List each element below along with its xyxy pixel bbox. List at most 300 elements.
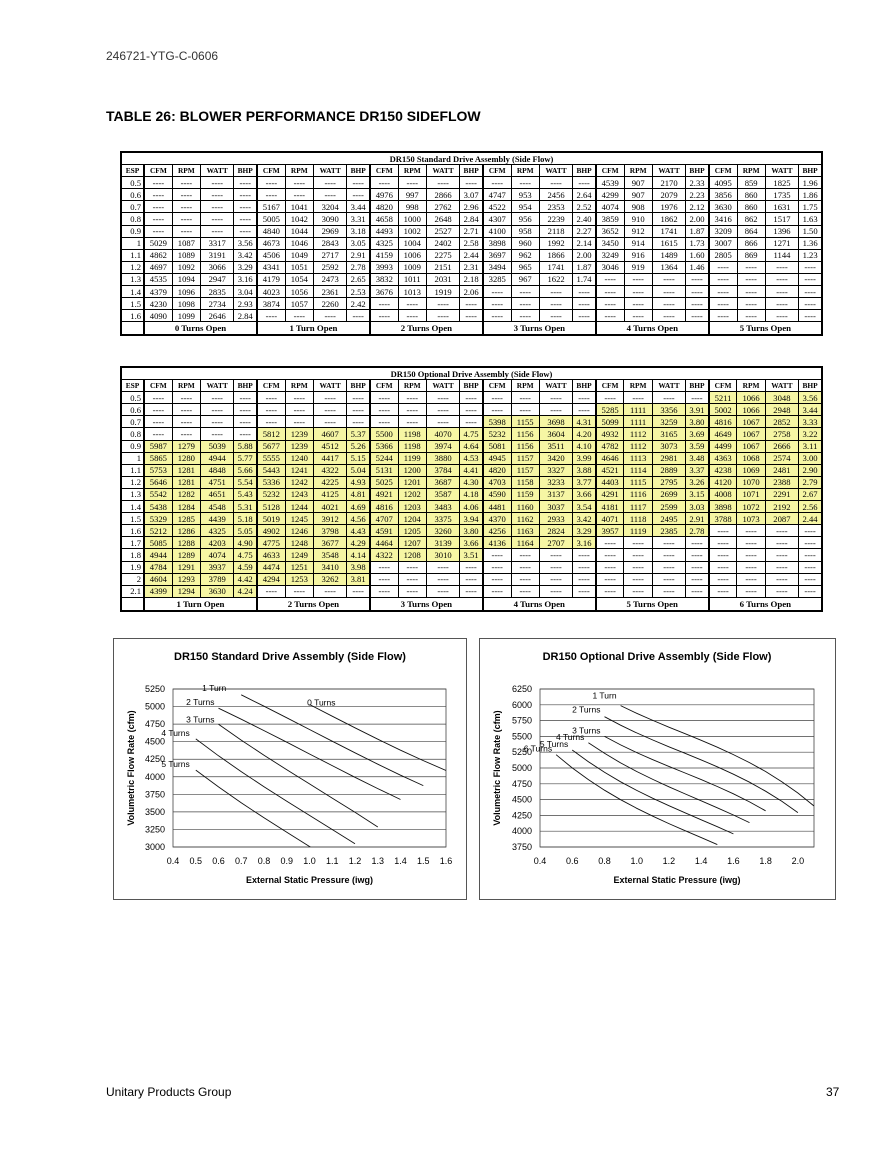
table-cell: 1157 — [511, 464, 539, 476]
column-header: BHP — [573, 380, 596, 392]
table-cell: ---- — [799, 549, 822, 561]
chart-title: DR150 Optional Drive Assembly (Side Flow) — [542, 651, 772, 663]
table-cell: ---- — [483, 549, 511, 561]
y-tick-label: 4500 — [144, 736, 165, 747]
table-cell: 3604 — [539, 428, 572, 440]
table-cell: 3.59 — [686, 440, 709, 452]
x-tick-label: 1.8 — [759, 856, 772, 866]
table-cell: ---- — [460, 298, 483, 310]
table-cell: 1.36 — [799, 237, 822, 249]
table-cell: 1013 — [398, 286, 426, 298]
table-cell: 3233 — [539, 476, 572, 488]
table-cell: 4023 — [257, 286, 285, 298]
table-cell: ---- — [511, 298, 539, 310]
table-cell: 4658 — [370, 213, 398, 225]
table-cell: 5.05 — [234, 525, 257, 537]
table-cell: 1117 — [624, 501, 652, 513]
table-cell: 5646 — [144, 476, 172, 488]
table-cell: 1041 — [285, 201, 313, 213]
table-cell: ---- — [799, 310, 822, 322]
table-cell: 4095 — [709, 177, 737, 189]
y-tick-label: 3500 — [144, 806, 165, 817]
table-cell: 2079 — [652, 189, 685, 201]
table-cell: 1249 — [285, 549, 313, 561]
table-cell: ---- — [765, 585, 798, 597]
table-cell: 1 — [121, 237, 144, 249]
table-cell: 5443 — [257, 464, 285, 476]
table-cell: ---- — [144, 392, 172, 404]
table-cell: ---- — [511, 585, 539, 597]
table-cell: ---- — [799, 573, 822, 585]
table-cell: 862 — [737, 213, 765, 225]
table-cell: 1159 — [511, 488, 539, 500]
table-row — [121, 273, 822, 285]
table-cell: 1992 — [539, 237, 572, 249]
table-cell: ---- — [539, 298, 572, 310]
column-header: BHP — [799, 380, 822, 392]
table-cell: 0.6 — [121, 404, 144, 416]
table-cell: ---- — [285, 189, 313, 201]
x-tick-label: 1.4 — [394, 856, 407, 866]
column-header: WATT — [200, 380, 233, 392]
table-cell: ---- — [426, 177, 459, 189]
table-cell: 3.29 — [234, 261, 257, 273]
table-cell: ---- — [313, 585, 346, 597]
table-cell: 2599 — [652, 501, 685, 513]
table-cell: ---- — [596, 286, 624, 298]
table-cell: ---- — [370, 585, 398, 597]
table-cell: ---- — [539, 177, 572, 189]
table-cell: 5167 — [257, 201, 285, 213]
y-tick-label: 4000 — [144, 771, 165, 782]
table-cell: 4179 — [257, 273, 285, 285]
column-header: CFM — [596, 165, 624, 177]
table-cell: 4493 — [370, 225, 398, 237]
table-cell: 2.31 — [460, 261, 483, 273]
table-cell: 2481 — [765, 464, 798, 476]
table-cell: 866 — [737, 237, 765, 249]
table-cell: 1160 — [511, 501, 539, 513]
table-cell: 2473 — [313, 273, 346, 285]
table-row — [121, 537, 822, 549]
series-label: 2 Turns — [186, 697, 215, 708]
table-cell: 3880 — [426, 452, 459, 464]
table-cell: ---- — [347, 177, 370, 189]
table-cell: ---- — [573, 177, 596, 189]
table-cell: ---- — [285, 392, 313, 404]
page-number: 37 — [826, 1085, 840, 1099]
y-tick-label: 4750 — [511, 778, 532, 789]
table-cell: ---- — [370, 404, 398, 416]
table-cell: ---- — [347, 404, 370, 416]
table-cell: ---- — [483, 298, 511, 310]
table-cell: 4521 — [596, 464, 624, 476]
table-cell: 1070 — [737, 476, 765, 488]
column-header: BHP — [234, 380, 257, 392]
table-cell: 3912 — [313, 513, 346, 525]
table-cell: ---- — [313, 392, 346, 404]
table-cell: ---- — [765, 310, 798, 322]
table-cell: ---- — [573, 298, 596, 310]
table-cell: 4464 — [370, 537, 398, 549]
table-cell: 3.51 — [460, 549, 483, 561]
table-cell: 998 — [398, 201, 426, 213]
table-cell: ---- — [313, 177, 346, 189]
table-cell: ---- — [347, 585, 370, 597]
table-row — [121, 573, 822, 585]
table-cell: 4481 — [483, 501, 511, 513]
table-cell: ---- — [709, 261, 737, 273]
table-cell: ---- — [596, 537, 624, 549]
table-cell: 2574 — [765, 452, 798, 464]
table-cell: 5131 — [370, 464, 398, 476]
table-cell: ---- — [737, 537, 765, 549]
table-cell: ---- — [765, 525, 798, 537]
table-cell: 1111 — [624, 404, 652, 416]
table-cell: ---- — [347, 416, 370, 428]
table-cell: 1068 — [737, 452, 765, 464]
table-cell: ---- — [426, 404, 459, 416]
table-cell: ---- — [511, 392, 539, 404]
table-cell: 1 — [121, 452, 144, 464]
table-cell: 5329 — [144, 513, 172, 525]
column-header: WATT — [313, 165, 346, 177]
table-cell: 962 — [511, 249, 539, 261]
table-cell: ---- — [426, 416, 459, 428]
table-cell: 3.56 — [234, 237, 257, 249]
table-cell: 2118 — [539, 225, 572, 237]
table-cell: 4294 — [257, 573, 285, 585]
table-cell: ---- — [765, 549, 798, 561]
table-cell: 3494 — [483, 261, 511, 273]
table-cell: 4307 — [483, 213, 511, 225]
y-tick-label: 4500 — [511, 794, 532, 805]
table-cell: ---- — [313, 404, 346, 416]
table-cell: 2805 — [709, 249, 737, 261]
table-cell: 2 — [121, 573, 144, 585]
table-cell: 3.80 — [686, 416, 709, 428]
table-cell: 3676 — [370, 286, 398, 298]
table-cell: 1241 — [285, 464, 313, 476]
table-cell: 2.44 — [460, 249, 483, 261]
table-cell: 3874 — [257, 298, 285, 310]
table-cell: 4474 — [257, 561, 285, 573]
column-header: BHP — [234, 165, 257, 177]
table-cell: 4499 — [709, 440, 737, 452]
table-cell: ---- — [652, 585, 685, 597]
table-cell: ---- — [200, 416, 233, 428]
table-cell: 4673 — [257, 237, 285, 249]
y-tick-label: 5250 — [511, 747, 532, 758]
table-cell: ---- — [234, 404, 257, 416]
table-cell: 4.31 — [573, 416, 596, 428]
x-tick-label: 1.2 — [348, 856, 362, 866]
table-cell: 5.31 — [234, 501, 257, 513]
table-cell: 1239 — [285, 440, 313, 452]
table-cell: ---- — [573, 392, 596, 404]
table-cell: 2.71 — [460, 225, 483, 237]
x-tick-label: 2.0 — [791, 856, 805, 866]
table-cell: 3416 — [709, 213, 737, 225]
table-cell: 3.16 — [234, 273, 257, 285]
table-cell: ---- — [172, 428, 200, 440]
table-cell: 3.03 — [686, 501, 709, 513]
table-cell: 1396 — [765, 225, 798, 237]
table-cell: ---- — [652, 310, 685, 322]
table-cell: ---- — [347, 392, 370, 404]
table-cell: 1205 — [398, 525, 426, 537]
table-cell: ---- — [709, 549, 737, 561]
table-cell: 2192 — [765, 501, 798, 513]
table-cell: 3.99 — [573, 452, 596, 464]
table-cell: ---- — [573, 310, 596, 322]
table-cell: 4607 — [313, 428, 346, 440]
table-cell: ---- — [144, 404, 172, 416]
table-cell: ---- — [652, 286, 685, 298]
table-cell: ---- — [172, 225, 200, 237]
table-cell: 4591 — [370, 525, 398, 537]
table-cell: 4944 — [144, 549, 172, 561]
table-cell: ---- — [426, 585, 459, 597]
table-cell: 2.84 — [460, 213, 483, 225]
table-cell: 3046 — [596, 261, 624, 273]
table-cell: ---- — [596, 392, 624, 404]
table-cell: 3262 — [313, 573, 346, 585]
table-cell: ---- — [765, 573, 798, 585]
table-cell: ---- — [200, 189, 233, 201]
table-cell: 1156 — [511, 440, 539, 452]
table-cell: ---- — [144, 213, 172, 225]
table-cell: 2388 — [765, 476, 798, 488]
table-row — [121, 464, 822, 476]
table-cell: 2.12 — [686, 201, 709, 213]
table-cell: 1293 — [172, 573, 200, 585]
table-cell: 4604 — [144, 573, 172, 585]
table-cell: 5211 — [709, 392, 737, 404]
table-cell: ---- — [686, 585, 709, 597]
table-row — [121, 286, 822, 298]
table-cell: 1245 — [285, 513, 313, 525]
table-row — [121, 213, 822, 225]
table-cell: 4751 — [200, 476, 233, 488]
table-cell: 4649 — [709, 428, 737, 440]
table-cell: ---- — [460, 585, 483, 597]
table-cell: 1046 — [285, 237, 313, 249]
table-cell: 2762 — [426, 201, 459, 213]
x-tick-label: 1.0 — [630, 856, 643, 866]
table-cell: 1163 — [511, 525, 539, 537]
table-cell: 3630 — [709, 201, 737, 213]
table-cell: 1198 — [398, 428, 426, 440]
table-cell: 914 — [624, 237, 652, 249]
table-cell: ---- — [709, 573, 737, 585]
table-cell: 1.73 — [686, 237, 709, 249]
table-cell: 3937 — [200, 561, 233, 573]
table-row — [121, 177, 822, 189]
table-cell: 1.1 — [121, 249, 144, 261]
x-axis-label: External Static Pressure (iwg) — [245, 875, 374, 885]
table-cell: 4.18 — [460, 488, 483, 500]
table-cell: 2456 — [539, 189, 572, 201]
table-cell: ---- — [483, 392, 511, 404]
table-cell: 0.7 — [121, 416, 144, 428]
table-cell: 2260 — [313, 298, 346, 310]
table-cell: 5336 — [257, 476, 285, 488]
table-cell: 3859 — [596, 213, 624, 225]
x-tick-label: 0.5 — [189, 856, 203, 866]
table-cell: ---- — [652, 392, 685, 404]
table-cell: 4399 — [144, 585, 172, 597]
table-cell: ---- — [573, 561, 596, 573]
table-cell: 2.52 — [573, 201, 596, 213]
column-header: RPM — [285, 165, 313, 177]
table-cell: 4090 — [144, 310, 172, 322]
table-cell: ---- — [370, 177, 398, 189]
table-cell: ---- — [257, 392, 285, 404]
table-cell: ---- — [765, 537, 798, 549]
table-cell: 4944 — [200, 452, 233, 464]
table-cell: 864 — [737, 225, 765, 237]
x-tick-label: 0.4 — [166, 856, 180, 866]
table-cell: 1158 — [511, 476, 539, 488]
table-cell: 5753 — [144, 464, 172, 476]
table-cell: 3.11 — [799, 440, 822, 452]
table-cell: 1066 — [737, 392, 765, 404]
table-cell: 1051 — [285, 261, 313, 273]
table-cell: ---- — [652, 537, 685, 549]
table-cell: 2.23 — [686, 189, 709, 201]
table-cell: 4902 — [257, 525, 285, 537]
table-cell: 3037 — [539, 501, 572, 513]
table-cell: 3.94 — [460, 513, 483, 525]
table-cell: 5.77 — [234, 452, 257, 464]
table-cell: ---- — [370, 310, 398, 322]
table-cell: 1248 — [285, 537, 313, 549]
table-cell: 1.7 — [121, 537, 144, 549]
series-line — [310, 705, 447, 771]
table-cell: 1116 — [624, 488, 652, 500]
table-cell: 1.46 — [686, 261, 709, 273]
table-cell: 1118 — [624, 513, 652, 525]
table-cell: 2.42 — [347, 298, 370, 310]
table-cell: ---- — [624, 561, 652, 573]
table-cell: 1044 — [285, 225, 313, 237]
table-cell: ---- — [172, 201, 200, 213]
table-cell: 1240 — [285, 452, 313, 464]
optional-drive-chart — [479, 638, 836, 900]
table-cell: ---- — [257, 585, 285, 597]
table-cell: 3.88 — [573, 464, 596, 476]
table-cell: 2402 — [426, 237, 459, 249]
table-cell: ---- — [737, 561, 765, 573]
table-cell: 3.42 — [573, 513, 596, 525]
table-cell: ---- — [686, 310, 709, 322]
table-cell: 1066 — [737, 404, 765, 416]
y-axis-label: Volumetric Flow Rate (cfm) — [492, 710, 502, 826]
table-cell: ---- — [234, 213, 257, 225]
table-cell: 4784 — [144, 561, 172, 573]
table-cell: ---- — [172, 177, 200, 189]
table-cell: ---- — [539, 573, 572, 585]
table-cell: 4074 — [596, 201, 624, 213]
series-label: 4 Turns — [555, 731, 585, 742]
table-cell: 3832 — [370, 273, 398, 285]
table-row — [121, 513, 822, 525]
table-cell: 3.33 — [799, 416, 822, 428]
table-cell: ---- — [539, 392, 572, 404]
table-cell: ---- — [234, 189, 257, 201]
table-cell: ---- — [686, 286, 709, 298]
table-cell: ---- — [652, 573, 685, 585]
x-tick-label: 0.8 — [257, 856, 271, 866]
column-header: WATT — [765, 165, 798, 177]
table-cell: 4.24 — [234, 585, 257, 597]
y-tick-label: 4000 — [511, 826, 532, 837]
table-cell: 4325 — [370, 237, 398, 249]
table-cell: 1073 — [737, 513, 765, 525]
table-cell: ---- — [511, 561, 539, 573]
column-header: CFM — [370, 165, 398, 177]
table-cell: 0.5 — [121, 392, 144, 404]
column-header: BHP — [686, 380, 709, 392]
table-cell: 5244 — [370, 452, 398, 464]
table-cell: ---- — [624, 549, 652, 561]
table-cell: ---- — [596, 561, 624, 573]
table-cell: ---- — [596, 298, 624, 310]
table-cell: 1294 — [172, 585, 200, 597]
table-cell: ---- — [652, 298, 685, 310]
table-cell: ---- — [144, 189, 172, 201]
x-tick-label: 0.7 — [234, 856, 248, 866]
table-cell: 2031 — [426, 273, 459, 285]
table-cell: 5.04 — [347, 464, 370, 476]
table-cell: 3090 — [313, 213, 346, 225]
table-cell: ---- — [737, 286, 765, 298]
table-cell: ---- — [511, 286, 539, 298]
table-cell: 2.93 — [234, 298, 257, 310]
table-cell: 1280 — [172, 452, 200, 464]
table-cell: ---- — [285, 585, 313, 597]
table-row — [121, 561, 822, 573]
table-cell: ---- — [799, 525, 822, 537]
table-cell: ---- — [737, 585, 765, 597]
table-cell: 4522 — [483, 201, 511, 213]
table-cell: 3698 — [539, 416, 572, 428]
table-cell: 910 — [624, 213, 652, 225]
column-header: RPM — [511, 165, 539, 177]
table-cell: 3788 — [709, 513, 737, 525]
table-cell: 1517 — [765, 213, 798, 225]
table-cell: ---- — [596, 573, 624, 585]
table-cell: ---- — [200, 392, 233, 404]
series-label: 2 Turns — [572, 704, 601, 715]
table-cell: 2.40 — [573, 213, 596, 225]
table-cell: 1067 — [737, 428, 765, 440]
table-cell: 4816 — [370, 501, 398, 513]
table-cell: 3548 — [313, 549, 346, 561]
table-cell: 2.56 — [799, 501, 822, 513]
series-line — [588, 743, 749, 823]
table-cell: 1144 — [765, 249, 798, 261]
table-cell: 1162 — [511, 513, 539, 525]
table-cell: ---- — [799, 261, 822, 273]
x-tick-label: 0.6 — [565, 856, 579, 866]
column-header: BHP — [799, 165, 822, 177]
column-header: CFM — [709, 380, 737, 392]
table-cell: 2.44 — [799, 513, 822, 525]
standard-drive-chart — [113, 638, 467, 900]
table-cell: 3285 — [483, 273, 511, 285]
